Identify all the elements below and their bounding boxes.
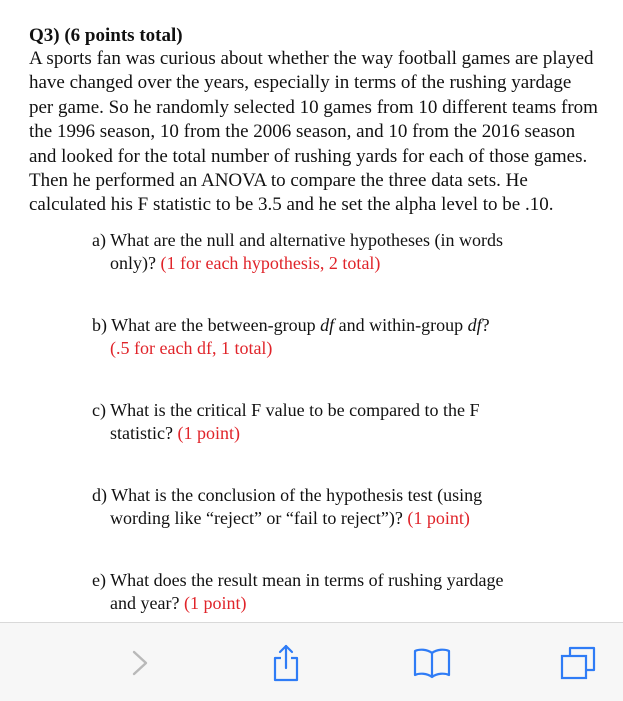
part-d-line1: d) What is the conclusion of the hypothesis test (using — [92, 484, 483, 505]
question-intro: A sports fan was curious about whether the way football games are played have changed over the years, especially in terms of the rushing yardage per game. So he randomly selected 10 games from 10 different teams from the 1996 season, 10 from the 2006 season, and 10 from the 2016 season and looked for the total number of rushing yards for each of those games. Then he performed an ANOVA to compare the three data sets. He calculated his F statistic to be 3.5 and he set the alpha level to be .10. — [29, 48, 598, 216]
part-b-mid: and within-group — [334, 314, 468, 335]
part-b-points: (.5 for each df, 1 total) — [110, 338, 273, 359]
forward-chevron-icon — [129, 649, 151, 677]
question-content — [29, 24, 599, 654]
part-e-points: (1 point) — [183, 593, 247, 614]
part-d — [92, 484, 580, 531]
part-c — [92, 399, 580, 446]
part-b-pre: b) What are the between-group — [92, 314, 321, 335]
tabs-button[interactable] — [556, 641, 600, 685]
part-c-text: statistic? — [110, 423, 178, 444]
browser-toolbar — [0, 622, 623, 701]
share-icon — [271, 644, 301, 682]
part-b — [92, 314, 580, 361]
part-d-text: wording like “reject” or “fail to reject”)? — [110, 508, 408, 529]
forward-button[interactable] — [118, 641, 162, 685]
part-e-text: and year? — [110, 593, 184, 614]
part-b-line1 — [92, 314, 580, 338]
part-a — [92, 229, 580, 276]
part-e-line1: e) What does the result mean in terms of rushing yardage — [92, 569, 504, 590]
part-b-post: ? — [481, 314, 490, 335]
part-e-line2 — [92, 592, 580, 616]
share-button[interactable] — [264, 641, 308, 685]
part-c-line1: c) What is the critical F value to be compared to the F — [92, 399, 480, 420]
part-d-points: (1 point) — [407, 508, 470, 529]
part-a-points: (1 for each hypothesis, 2 total) — [160, 253, 381, 274]
part-a-line1: a) What are the null and alternative hypotheses (in words — [92, 229, 504, 250]
tabs-icon — [559, 645, 597, 681]
part-a-text: only)? — [110, 253, 161, 274]
question-title: Q3) (6 points total) — [29, 25, 183, 46]
question-parts — [29, 229, 580, 616]
bookmarks-button[interactable] — [410, 641, 454, 685]
part-c-line2 — [92, 422, 580, 446]
bookmarks-icon — [412, 647, 452, 679]
part-d-line2 — [92, 507, 580, 531]
part-b-df2: df — [467, 314, 482, 335]
part-c-points: (1 point) — [177, 423, 240, 444]
part-e — [92, 569, 580, 616]
part-a-line2 — [92, 252, 580, 276]
part-b-df1: df — [320, 314, 335, 335]
